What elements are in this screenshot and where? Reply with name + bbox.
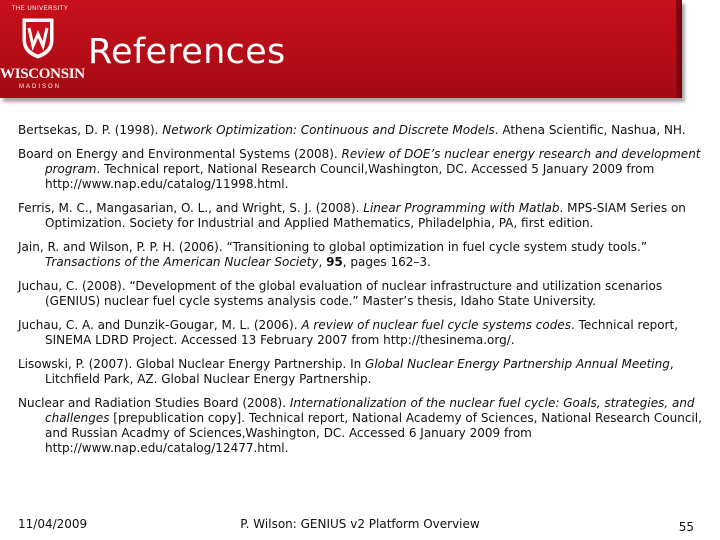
reference-text: Bertsekas, D. P. (1998). [18, 123, 163, 137]
reference-text: , Litchfield Park, AZ. Global Nuclear Energy Partnership. [45, 357, 674, 386]
footer-presenter: P. Wilson: GENIUS v2 Platform Overview [240, 517, 480, 531]
reference-text: , pages 162–3. [342, 255, 431, 269]
reference-entry [18, 318, 708, 348]
crest-icon [20, 16, 56, 60]
reference-entry [18, 279, 708, 309]
reference-entry [18, 201, 708, 231]
reference-text: Juchau, C. (2008). “Development of the global evaluation of nuclear infrastructure and utilization scenarios (GENIUS) nuclear fuel cycle systems analysis code.” Master’s thesis, Idaho State University. [18, 279, 663, 308]
reference-text: Transactions of the American Nuclear Society [45, 255, 319, 269]
reference-list [18, 123, 708, 465]
reference-text: . Technical report, National Research Council,Washington, DC. Accessed 5 January 2009 from http://www.nap.edu/catalog/11998.html. [45, 162, 655, 191]
page-number: 55 [678, 520, 694, 534]
logo-name: WISCONSIN [0, 66, 85, 82]
reference-text: . MPS-SIAM Series on Optimization. Society for Industrial and Applied Mathematics, Philadelphia, PA, first edition. [45, 201, 686, 230]
reference-text: Review of DOE’s nuclear energy research and development program [45, 147, 701, 176]
reference-text: Board on Energy and Environmental Systems (2008). [18, 147, 342, 161]
title-banner [0, 0, 682, 98]
reference-entry [18, 123, 708, 138]
slide-title: References [88, 32, 286, 72]
reference-text: Jain, R. and Wilson, P. P. H. (2006). “Transitioning to global optimization in fuel cycle system study tools.” [18, 240, 648, 254]
reference-text: Linear Programming with Matlab [363, 201, 560, 215]
reference-text: [prepublication copy]. Technical report, National Academy of Sciences, National Research Council, and Russian Acadmy of Sciences,Washington, DC. Accessed 6 January 2009 from http://www.nap.edu/catalog/12477.html. [45, 411, 702, 455]
footer-date: 11/04/2009 [18, 517, 88, 531]
reference-text: Network Optimization: Continuous and Discrete Models [162, 123, 495, 137]
reference-entry [18, 147, 708, 192]
reference-text: . Technical report, SINEMA LDRD Project. Accessed 13 February 2007 from http://thesinema.org/. [45, 318, 679, 347]
reference-text: Lisowski, P. (2007). Global Nuclear Energy Partnership. In [18, 357, 366, 371]
banner-edge [676, 0, 682, 98]
logo-top-text: THE UNIVERSITY [11, 6, 69, 12]
reference-text: Juchau, C. A. and Dunzik-Gougar, M. L. (2006). [18, 318, 302, 332]
reference-text: Ferris, M. C., Mangasarian, O. L., and Wright, S. J. (2008). [18, 201, 364, 215]
reference-text: Nuclear and Radiation Studies Board (2008). [18, 396, 290, 410]
reference-text: Global Nuclear Energy Partnership Annual Meeting [365, 357, 670, 371]
reference-text: Internationalization of the nuclear fuel cycle: Goals, strategies, and challenges [45, 396, 695, 425]
reference-entry [18, 240, 708, 270]
logo-bottom-text: MADISON [18, 84, 61, 90]
university-logo [0, 6, 85, 96]
reference-entry [18, 357, 708, 387]
reference-entry [18, 396, 708, 456]
reference-text: 95 [326, 255, 343, 269]
reference-text: . Athena Scientific, Nashua, NH. [494, 123, 686, 137]
reference-text: , [318, 255, 327, 269]
reference-text: A review of nuclear fuel cycle systems codes [301, 318, 571, 332]
